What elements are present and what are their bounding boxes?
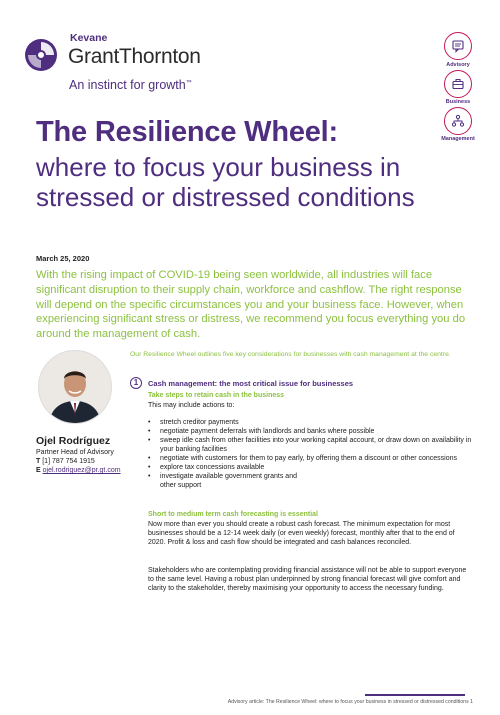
org-chart-icon — [451, 114, 465, 128]
briefcase-icon — [451, 77, 465, 91]
advisory-label: Advisory — [446, 62, 470, 68]
business-label: Business — [445, 99, 471, 105]
list-item: • sweep idle cash from other facilities into your working capital account, or draw down on availability in your banking facilities — [160, 436, 473, 454]
contact-email-link[interactable]: ojel.rodriguez@pr.gt.com — [42, 467, 121, 474]
advisory-icon[interactable] — [444, 32, 472, 60]
list-item: • negotiate payment deferrals with landlords and banks where possible — [160, 427, 473, 436]
management-icon[interactable] — [444, 107, 472, 135]
list-item: • explore tax concessions available — [160, 463, 473, 472]
list-item: • negotiate with customers for them to pay early, by offering them a discount or other concessions — [160, 454, 473, 463]
stakeholder-paragraph: Stakeholders who are contemplating providing financial assistance will not be able to support everyone to the same level. Having a robust plan underpinned by strong financial forecast will give comfort and clarity to the stakeholder, thereby maximising your opportunity to access the necessary funding. — [148, 567, 467, 592]
contact-name: Ojel Rodríguez — [36, 435, 111, 447]
management-label: Management — [441, 136, 475, 142]
intro-paragraph: With the rising impact of COVID-19 being seen worldwide, all industries will face significant disruption to their supply chain, workforce and cashflow. The right response will depend on the specific circumstances you and your business face. However, when experiencing significant stress or distress, we recommend you focus everything you do around the management of cash. — [36, 269, 466, 341]
brand-tagline: An instinct for growth™ — [69, 78, 192, 92]
grant-thornton-logo-icon — [24, 38, 58, 72]
contact-email-row: E ojel.rodriguez@pr.gt.com — [36, 467, 121, 474]
subheading-forecasting: Short to medium term cash forecasting is essential — [148, 511, 318, 518]
publish-date: March 25, 2020 — [36, 254, 90, 263]
subheading-retain-cash: Take steps to retain cash in the business — [148, 392, 285, 399]
page-title: The Resilience Wheel: — [36, 116, 338, 148]
section-number-badge: 1 — [130, 377, 142, 389]
section-heading: Cash management: the most critical issue for businesses — [148, 379, 354, 388]
page-subtitle: where to focus your business in stressed or distressed conditions — [36, 152, 415, 212]
list-item: • investigate available government grants and other support — [160, 472, 310, 490]
footer-divider — [365, 694, 465, 696]
forecast-paragraph: Now more than ever you should create a robust cash forecast. The minimum expectation for most businesses should be a 12-14 week daily (or even weekly) forecast, monthly after that to the end of 2020. Profit & loss and cash flow should be integrated and cash balances reconciled. — [148, 521, 455, 546]
brand-name: GrantThornton — [68, 45, 201, 68]
page-footer: Advisory article: The Resilience Wheel: where to focus your business in stressed or distressed conditions 1 — [227, 699, 473, 705]
lead-paragraph: Our Resilience Wheel outlines five key considerations for businesses with cash management at the centre. — [130, 351, 451, 358]
contact-phone: T [1] 787 754 1915 — [36, 458, 95, 465]
business-icon[interactable] — [444, 70, 472, 98]
brand-kevane: Kevane — [70, 32, 108, 44]
action-list — [148, 418, 473, 490]
contact-role: Partner Head of Advisory — [36, 449, 114, 456]
actions-intro: This may include actions to: — [148, 402, 235, 409]
avatar — [38, 350, 112, 424]
list-item: • stretch creditor payments — [160, 418, 473, 427]
speech-bubble-icon — [451, 39, 465, 53]
